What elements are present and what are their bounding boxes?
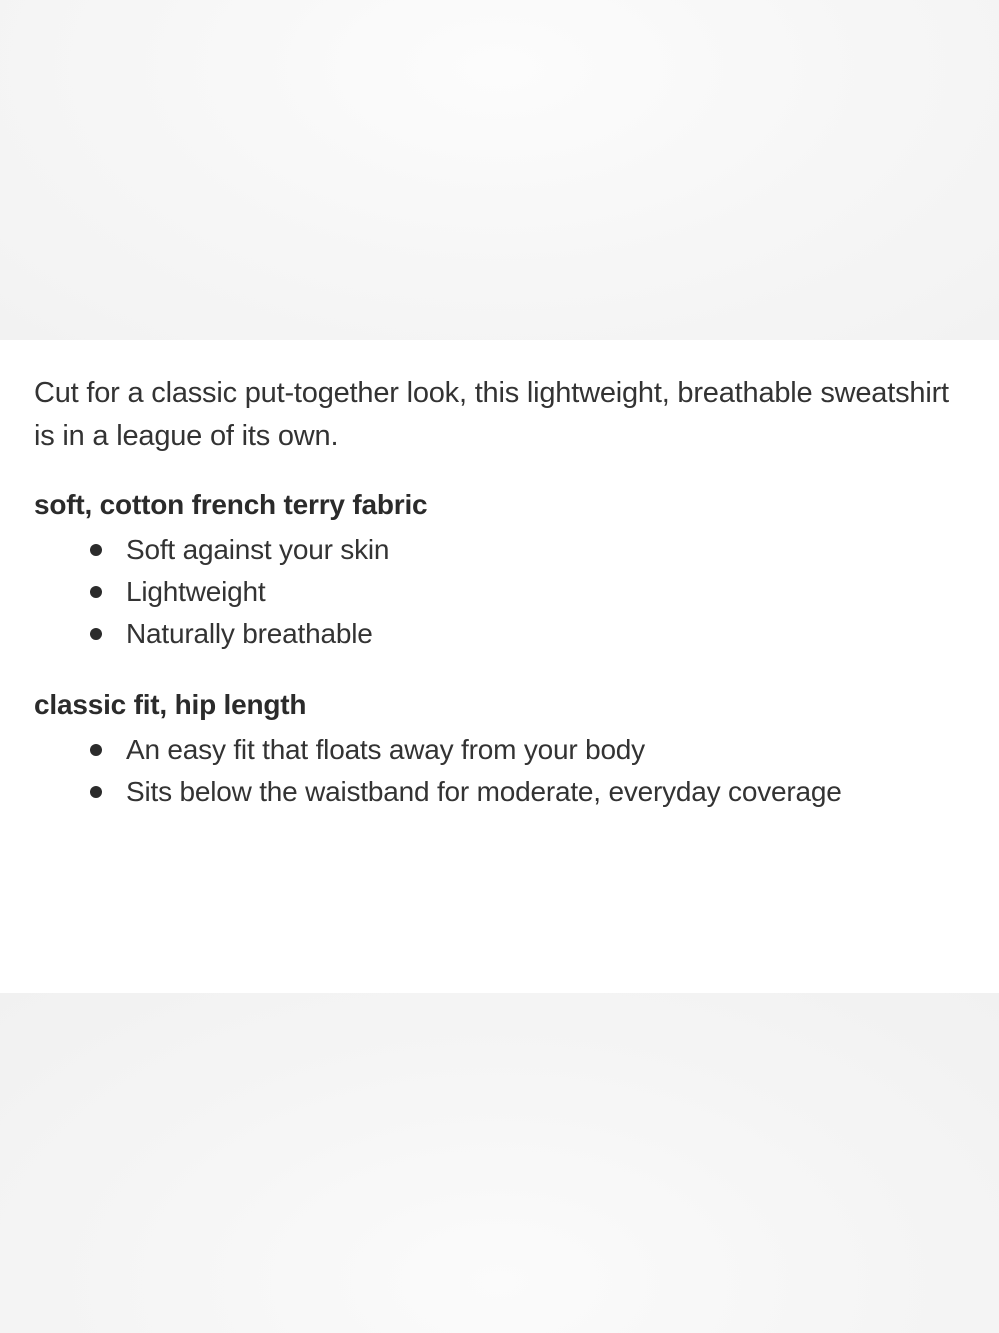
list-item [88, 529, 964, 571]
bullet-icon [90, 744, 102, 756]
list-item [88, 613, 964, 655]
list-item-text: Naturally breathable [126, 618, 373, 649]
section-title: soft, cotton french terry fabric [34, 489, 428, 520]
bullet-icon [90, 628, 102, 640]
list-item-text: Sits below the waistband for moderate, everyday coverage [126, 776, 842, 807]
product-description [34, 372, 964, 843]
list-item [88, 571, 964, 613]
top-image-area [0, 0, 999, 340]
bullet-icon [90, 786, 102, 798]
feature-list [34, 729, 964, 813]
list-item-text: Lightweight [126, 576, 266, 607]
bullet-icon [90, 544, 102, 556]
feature-section-fabric [34, 485, 964, 655]
list-item [88, 771, 964, 813]
bullet-icon [90, 586, 102, 598]
bottom-image-area [0, 993, 999, 1333]
intro-text: Cut for a classic put-together look, this lightweight, breathable sweatshirt is in a league of its own. [34, 377, 949, 452]
list-item-text: Soft against your skin [126, 534, 390, 565]
section-title: classic fit, hip length [34, 689, 307, 720]
feature-list [34, 529, 964, 655]
feature-section-fit [34, 685, 964, 813]
list-item-text: An easy fit that floats away from your body [126, 734, 645, 765]
list-item [88, 729, 964, 771]
